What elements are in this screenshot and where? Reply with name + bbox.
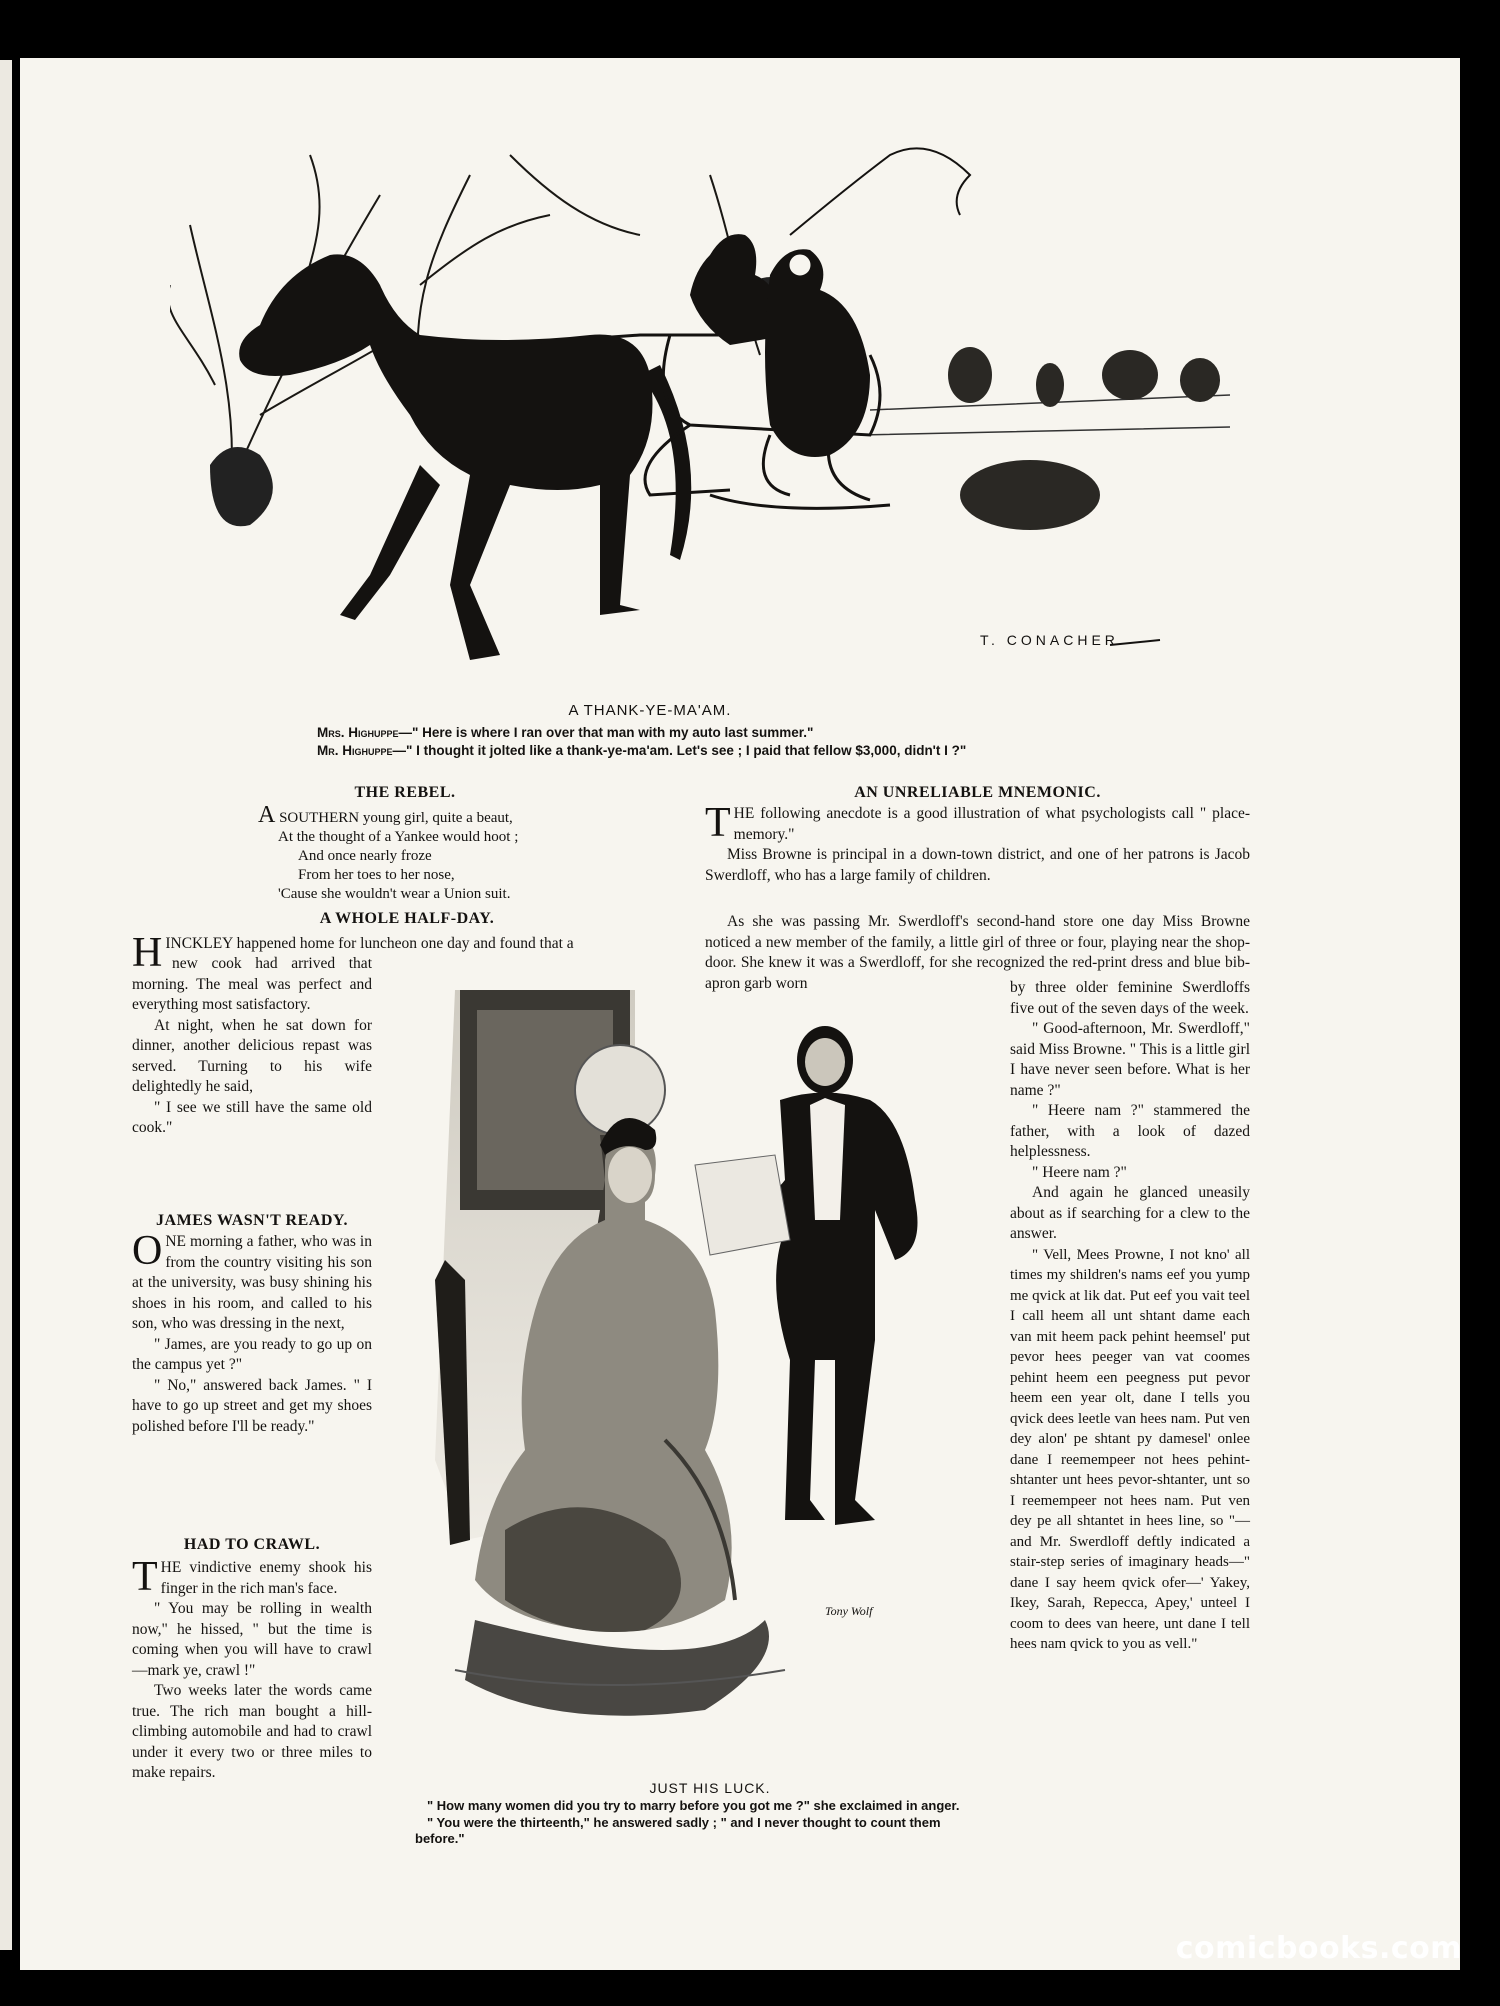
- mnemonic-p3: As she was passing Mr. Swerdloff's second-hand store one day Miss Browne noticed a new member of the family, a little girl of three or four, playing near the shop-door. She knew it was a Swerdloff, for she recognized the red-print dress and blue bib-apron garb worn: [705, 913, 1250, 992]
- rebel-poem: [130, 802, 680, 904]
- mnemonic-section: [705, 784, 1250, 886]
- facing-page-edge: [0, 60, 12, 1950]
- artist-signature-top: T. CONACHER: [980, 632, 1119, 648]
- poem-line: 'Cause she wouldn't wear a Union suit.: [278, 886, 511, 902]
- halfday-title: A WHOLE HALF-DAY.: [319, 910, 495, 927]
- poem-line: At the thought of a Yankee would hoot ;: [278, 829, 519, 845]
- speaker-mrs: Mrs. Highuppe: [317, 725, 399, 740]
- crawl-p1: [132, 1554, 372, 1600]
- mnemonic-narrow-column: [1010, 978, 1250, 1655]
- james-p2: " James, are you ready to go up on the campus yet ?": [132, 1335, 372, 1373]
- artist-signature-center: Tony Wolf: [825, 1604, 873, 1618]
- mnemonic-p6: " Heere nam ?": [1032, 1163, 1127, 1181]
- mnemonic-title: AN UNRELIABLE MNEMONIC.: [854, 784, 1101, 801]
- halfday-p1-start: INCKLEY happened home for luncheon one day and found that a: [165, 935, 574, 952]
- line-2-text: —" I thought it jolted like a thank-ye-ma'am. Let's see ; I paid that fellow $3,000, didn't I ?": [392, 743, 967, 758]
- crawl-p3: Two weeks later the words came true. The rich man bought a hill-climbing automobile and had to crawl under it every two or three miles to make repairs.: [132, 1682, 372, 1781]
- halfday-dropcap: H: [132, 930, 163, 976]
- james-p1-text: NE morning a father, who was in from the country visiting his son at the university, was busy shining his shoes in his room, and called to his son, who was dressing in the next,: [132, 1233, 372, 1332]
- watermark: comicbooks.com: [1175, 1931, 1462, 1966]
- crawl-p2: " You may be rolling in wealth now," he hissed, " but the time is coming when you will have to crawl—mark ye, crawl !": [132, 1600, 372, 1679]
- james-p3: " No," answered back James. " I have to go up street and get my shoes polished before I'll be ready.": [132, 1376, 372, 1435]
- top-caption-line-2: [317, 742, 1217, 759]
- rebel-dropcap: A: [258, 802, 276, 828]
- halfday-p3: " I see we still have the same old cook.": [132, 1098, 372, 1136]
- crawl-dropcap: T: [132, 1554, 158, 1600]
- center-caption: [415, 1798, 960, 1848]
- crawl-section: [132, 1536, 372, 1784]
- mnemonic-dropcap: T: [705, 800, 731, 846]
- james-dropcap: O: [132, 1228, 163, 1274]
- mnemonic-p4: " Good-afternoon, Mr. Swerdloff," said Miss Browne. " This is a little girl I have never seen before. What is her name ?": [1010, 1020, 1250, 1099]
- poem-line: SOUTHERN young girl, quite a beaut,: [275, 810, 513, 826]
- james-p1: [132, 1228, 372, 1335]
- halfday-section: [132, 910, 682, 928]
- top-caption-title: A THANK-YE-MA'AM.: [568, 702, 732, 719]
- mnemonic-p3-rest: by three older feminine Swerdloffs five out of the seven days of the week.: [1010, 979, 1250, 1017]
- crawl-p1-text: HE vindictive enemy shook his finger in the rich man's face.: [160, 1559, 372, 1597]
- james-title: JAMES WASN'T READY.: [156, 1212, 348, 1229]
- line-1-text: —" Here is where I ran over that man with my auto last summer.": [398, 725, 814, 740]
- halfday-p1: new cook had arrived that morning. The meal was perfect and everything most satisfactory.: [132, 955, 372, 1013]
- couple-illustration: [405, 980, 995, 1780]
- mnemonic-p8: " Vell, Mees Prowne, I not kno' all times my shildren's nams eef you yump me qvick at lik dat. Put eef you vait teel I call heem all unt shtant dame each van mit heem pack pehint heemsel' put pevor hees peeger van vat coomes pehint heem een peegness put pevor heem een year olt, dane I tells you qvick dees leetle van hees nam. Put ven dey alon' pe shtant py damesel' onlee dane I reemempeer not hees pehint-shtanter unt hees pevor-shtanter, unt so I reemempeer not hees nam. Put ven dey pe all shtantet in hees line, so "—and Mr. Swerdloff deftly indicated a stair-step series of imaginary heads—" dane I say heem qvick ofer—' Yakey, Ikey, Sarah, Repecca, Apey,' unteel I coom to dees van heere, unt dane I tell hees nam qvick to you as vell.": [1010, 1246, 1250, 1652]
- rebel-title: THE REBEL.: [354, 784, 456, 801]
- halfday-p2: At night, when he sat down for dinner, another delicious repast was served. Turning to his wife delightedly he said,: [132, 1016, 372, 1095]
- mnemonic-p1-text: HE following anecdote is a good illustration of what psychologists call " place-memory.": [733, 805, 1250, 843]
- crawl-title: HAD TO CRAWL.: [183, 1536, 321, 1553]
- top-caption-line-1: [317, 724, 1217, 741]
- mnemonic-p2: Miss Browne is principal in a down-town district, and one of her patrons is Jacob Swerdloff, who has a large family of children.: [705, 846, 1250, 884]
- poem-line: And once nearly froze: [298, 848, 432, 864]
- poem-line: From her toes to her nose,: [298, 867, 455, 883]
- sleigh-illustration: [170, 135, 1240, 705]
- rebel-section: [130, 784, 680, 904]
- center-caption-title: JUST HIS LUCK.: [649, 1780, 771, 1796]
- mnemonic-p7: And again he glanced uneasily about as if searching for a clew to the answer.: [1010, 1184, 1250, 1242]
- james-section: [132, 1212, 372, 1437]
- mnemonic-p5: " Heere nam ?" stammered the father, with a look of dazed helplessness.: [1010, 1102, 1250, 1160]
- center-caption-line-2: " You were the thirteenth," he answered sadly ; " and I never thought to count them before.": [415, 1814, 941, 1846]
- mnemonic-p1: [705, 800, 1250, 846]
- halfday-body: [132, 954, 372, 1139]
- center-caption-line-1: " How many women did you try to marry before you got me ?" she exclaimed in anger.: [427, 1798, 960, 1813]
- speaker-mr: Mr. Highuppe: [317, 743, 393, 758]
